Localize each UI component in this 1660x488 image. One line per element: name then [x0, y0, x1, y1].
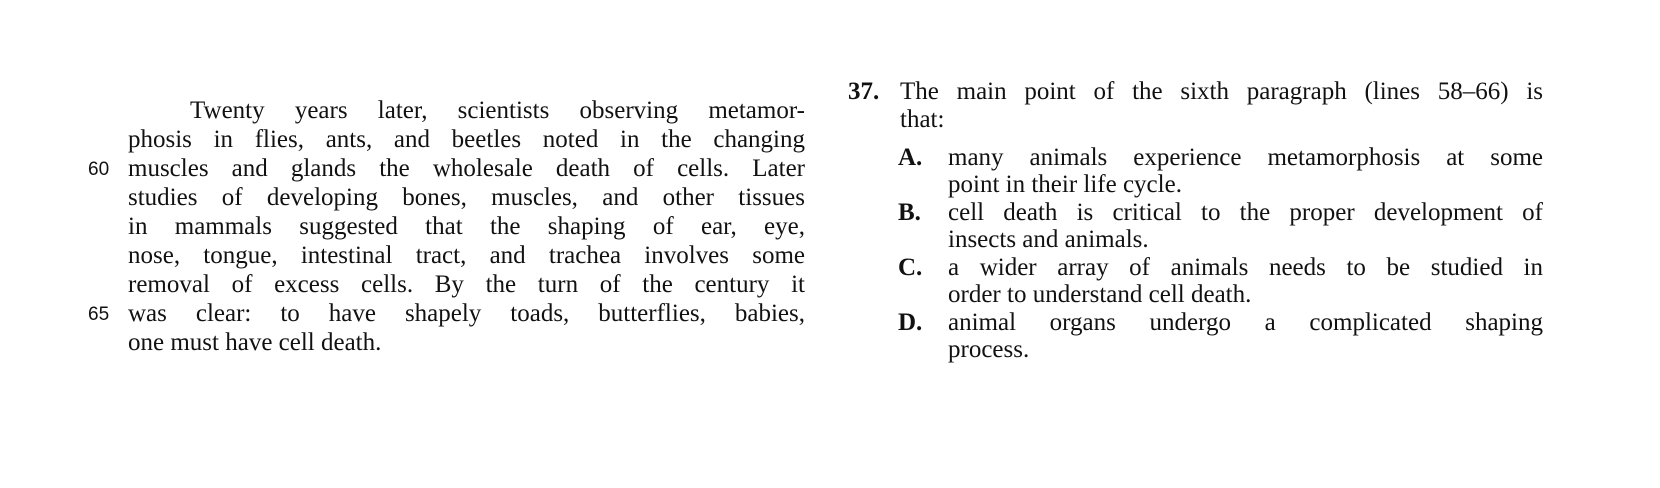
passage-line-text: nose, tongue, intestinal tract, and trachea involves some — [128, 242, 805, 269]
option-c[interactable] — [848, 254, 1543, 309]
option-text: cell death is critical to the proper development of — [948, 199, 1543, 226]
answer-options — [848, 144, 1543, 364]
passage-line — [88, 154, 805, 183]
option-letter: C. — [898, 254, 923, 281]
passage-line-text: one must have cell death. — [128, 329, 382, 356]
passage-line — [128, 328, 805, 357]
question-37 — [848, 78, 1543, 364]
option-text: many animals experience metamorphosis at some — [948, 144, 1543, 171]
passage-line-text: was clear: to have shapely toads, butterflies, babies, — [128, 300, 805, 327]
option-letter: D. — [898, 309, 923, 336]
question-number: 37. — [848, 78, 880, 105]
passage-line — [128, 183, 805, 212]
reading-passage — [88, 96, 805, 357]
option-a[interactable] — [848, 144, 1543, 199]
passage-line — [88, 299, 805, 328]
option-b[interactable] — [848, 199, 1543, 254]
option-d[interactable] — [848, 309, 1543, 364]
passage-line-text: in mammals suggested that the shaping of ear, eye, — [128, 213, 805, 240]
passage-line — [128, 212, 805, 241]
passage-line — [128, 241, 805, 270]
option-text: animal organs undergo a complicated shaping — [948, 309, 1543, 336]
passage-line — [128, 96, 805, 125]
passage-line — [128, 125, 805, 154]
question-stem — [848, 78, 1543, 134]
passage-line-text: muscles and glands the wholesale death of cells. Later — [128, 155, 805, 182]
option-letter: B. — [898, 199, 921, 226]
passage-line — [128, 270, 805, 299]
option-letter: A. — [898, 144, 923, 171]
passage-line-text: studies of developing bones, muscles, and other tissues — [128, 184, 805, 211]
passage-line-text: Twenty years later, scientists observing metamor- — [190, 97, 805, 124]
option-text: insects and animals. — [948, 226, 1149, 253]
line-number-60: 60 — [88, 159, 110, 180]
option-text: a wider array of animals needs to be studied in — [948, 254, 1543, 281]
passage-line-text: phosis in flies, ants, and beetles noted in the changing — [128, 126, 805, 153]
option-text: point in their life cycle. — [948, 171, 1182, 198]
question-stem-line: The main point of the sixth paragraph (lines 58–66) is — [900, 78, 1543, 105]
line-number-65: 65 — [88, 304, 110, 325]
passage-line-text: removal of excess cells. By the turn of the century it — [128, 271, 805, 298]
question-stem-line: that: — [900, 106, 945, 133]
option-text: order to understand cell death. — [948, 281, 1252, 308]
option-text: process. — [948, 336, 1030, 363]
